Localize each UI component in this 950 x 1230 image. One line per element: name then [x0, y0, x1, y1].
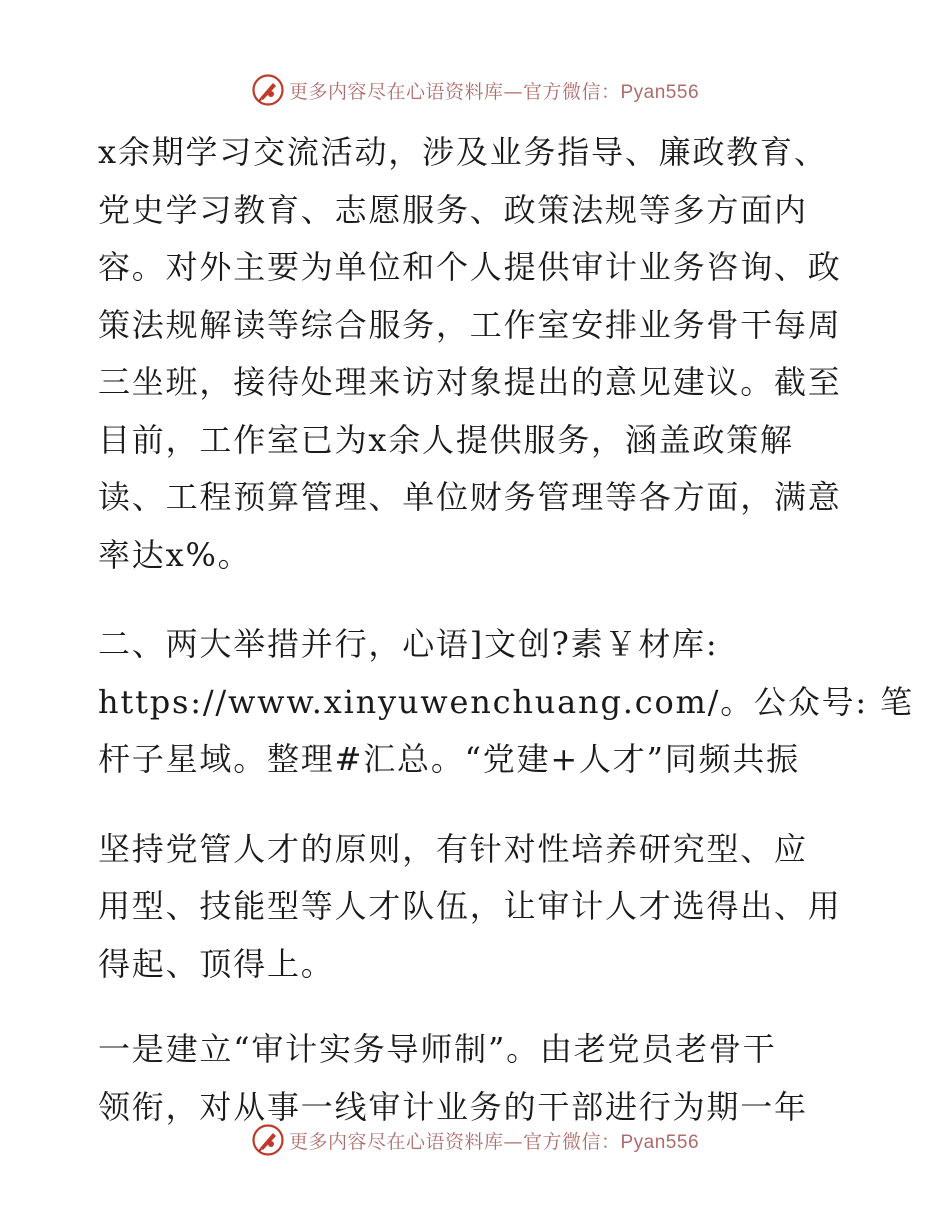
- text-line: 率达x%。: [98, 535, 252, 574]
- paragraph-1: [98, 124, 858, 584]
- text-line: x余期学习交流活动，涉及业务指导、廉政教育、: [98, 133, 828, 171]
- text-line: 得起、顶得上。: [98, 944, 335, 983]
- text-line: 目前，工作室已为x余人提供服务，涵盖政策解: [98, 420, 794, 459]
- text-line: 容。对外主要为单位和个人提供审计业务咨询、政: [98, 248, 842, 286]
- text-line: 党史学习教育、志愿服务、政策法规等多方面内: [98, 190, 808, 229]
- pen-logo-icon: [251, 73, 285, 107]
- paragraph-3: [98, 821, 858, 994]
- text-line: 一是建立“审计实务导师制”。由老党员老骨干: [98, 1030, 777, 1068]
- watermark-wechat-id: Pyan556: [620, 81, 700, 103]
- paragraph-4: [98, 1021, 858, 1136]
- text-line: 策法规解读等综合服务，工作室安排业务骨干每周: [98, 305, 842, 344]
- text-line: https://www.xinyuwenchuang.com/。公众号: 笔: [98, 682, 914, 721]
- text-line: 杆子星域。整理#汇总。“党建+人才”同频共振: [98, 740, 800, 778]
- text-line: 领衔，对从事一线审计业务的干部进行为期一年: [98, 1087, 808, 1126]
- text-line: 坚持党管人才的原则，有针对性培养研究型、应: [98, 829, 808, 868]
- watermark-text: 更多内容尽在心语资料库—官方微信：Pyan556: [288, 80, 700, 103]
- paragraph-2-heading: [98, 616, 914, 789]
- header-watermark: [0, 70, 950, 110]
- document-body: [98, 124, 914, 1136]
- text-line: 三坐班，接待处理来访对象提出的意见建议。截至: [98, 363, 842, 401]
- text-line: 二、两大举措并行，心语]文创?素￥材库:: [98, 625, 719, 663]
- text-line: 读、工程预算管理、单位财务管理等各方面，满意: [98, 478, 842, 516]
- watermark-text: 更多内容尽在心语资料库—官方微信：Pyan556: [288, 1130, 700, 1153]
- footer-watermark: [0, 1120, 950, 1160]
- pen-logo-icon: [251, 1123, 285, 1157]
- text-line: 用型、技能型等人才队伍，让审计人才选得出、用: [98, 887, 842, 925]
- watermark-wechat-id: Pyan556: [620, 1131, 700, 1153]
